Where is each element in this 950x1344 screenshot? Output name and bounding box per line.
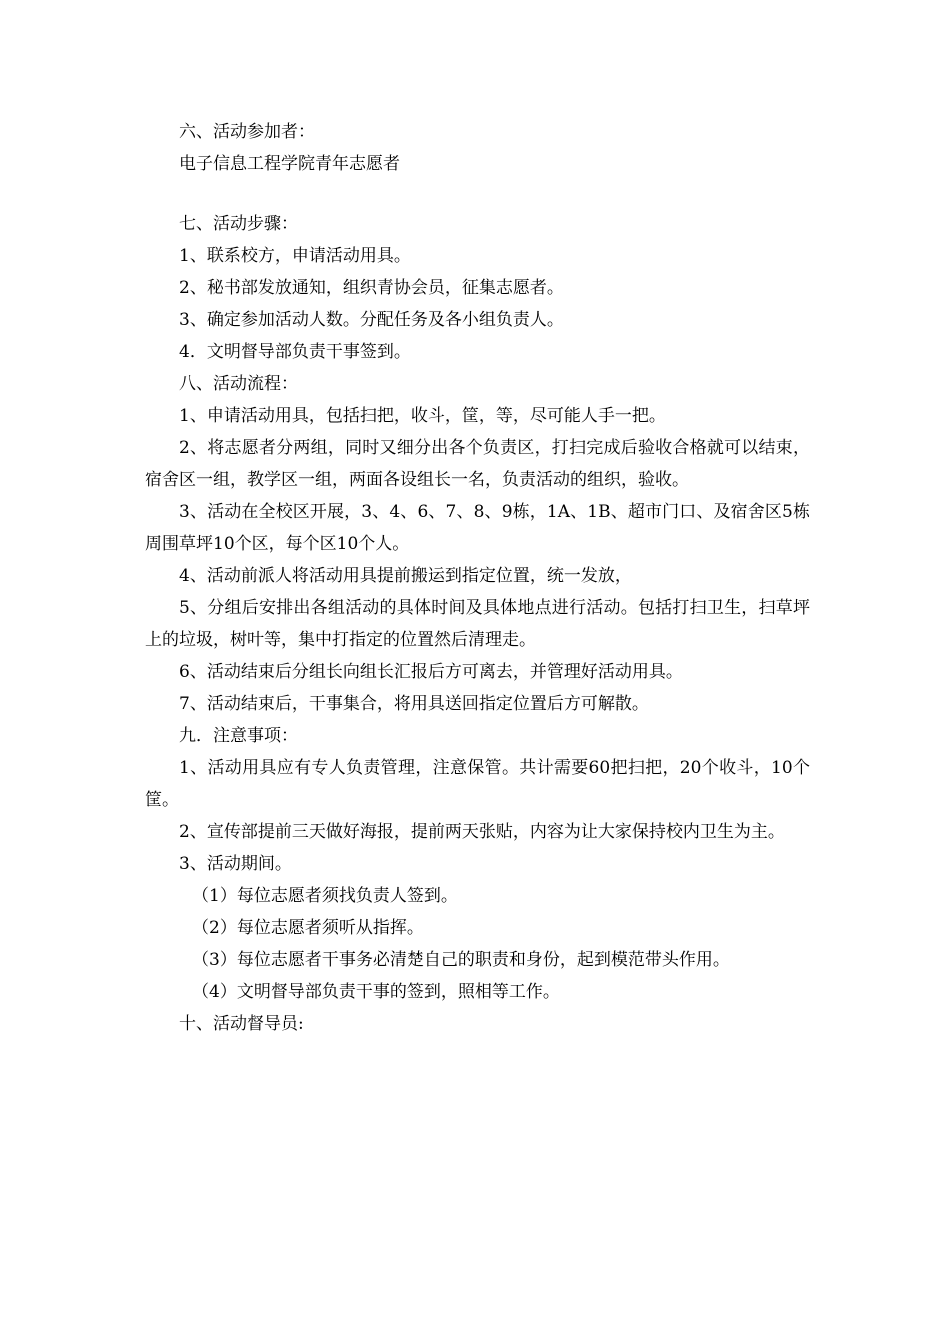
note-item: 3、活动期间。 [179,854,292,874]
heading-notes: 九．注意事项： [179,726,298,746]
note-item: 2、宣传部提前三天做好海报，提前两天张贴，内容为让大家保持校内卫生为主。 [179,822,785,842]
participants-text: 电子信息工程学院青年志愿者 [179,154,400,174]
step-item: 1、联系校方，申请活动用具。 [179,246,411,266]
process-item: 6、活动结束后分组长向组长汇报后方可离去，并管理好活动用具。 [179,662,683,682]
blank-line [145,180,810,208]
process-item: 1、申请活动用具，包括扫把，收斗，筐，等，尽可能人手一把。 [179,406,666,426]
step-item: 2、秘书部发放通知，组织青协会员，征集志愿者。 [179,278,564,298]
heading-process: 八、活动流程： [179,374,298,394]
process-item: 2、将志愿者分两组，同时又细分出各个负责区，打扫完成后验收合格就可以结束，宿舍区一组，教学区一组，两面各设组长一名，负责活动的组织，验收。 [145,438,810,490]
process-item: 5、分组后安排出各组活动的具体时间及具体地点进行活动。包括打扫卫生，扫草坪上的垃圾，树叶等，集中打指定的位置然后清理走。 [145,598,810,650]
process-item: 3、活动在全校区开展，3、4、6、7、8、9栋，1A、1B、超市门口、及宿舍区5栋周围草坪10个区，每个区10个人。 [145,502,810,554]
step-item: 4．文明督导部负责干事签到。 [179,342,411,362]
heading-supervisors: 十、活动督导员: [179,1014,304,1034]
process-item: 7、活动结束后，干事集合，将用具送回指定位置后方可解散。 [179,694,649,714]
note-subitem: （2）每位志愿者须听从指挥。 [192,918,424,938]
note-subitem: （4）文明督导部负责干事的签到，照相等工作。 [192,982,560,1002]
process-item: 4、活动前派人将活动用具提前搬运到指定位置，统一发放， [179,566,632,586]
document-body [145,116,810,1040]
note-item: 1、活动用具应有专人负责管理，注意保管。共计需要60把扫把，20个收斗，10个筐。 [145,758,810,810]
step-item: 3、确定参加活动人数。分配任务及各小组负责人。 [179,310,564,330]
note-subitem: （1）每位志愿者须找负责人签到。 [192,886,458,906]
note-subitem: （3）每位志愿者干事务必清楚自己的职责和身份，起到模范带头作用。 [192,950,730,970]
heading-steps: 七、活动步骤： [179,214,298,234]
heading-participants: 六、活动参加者： [179,122,315,142]
